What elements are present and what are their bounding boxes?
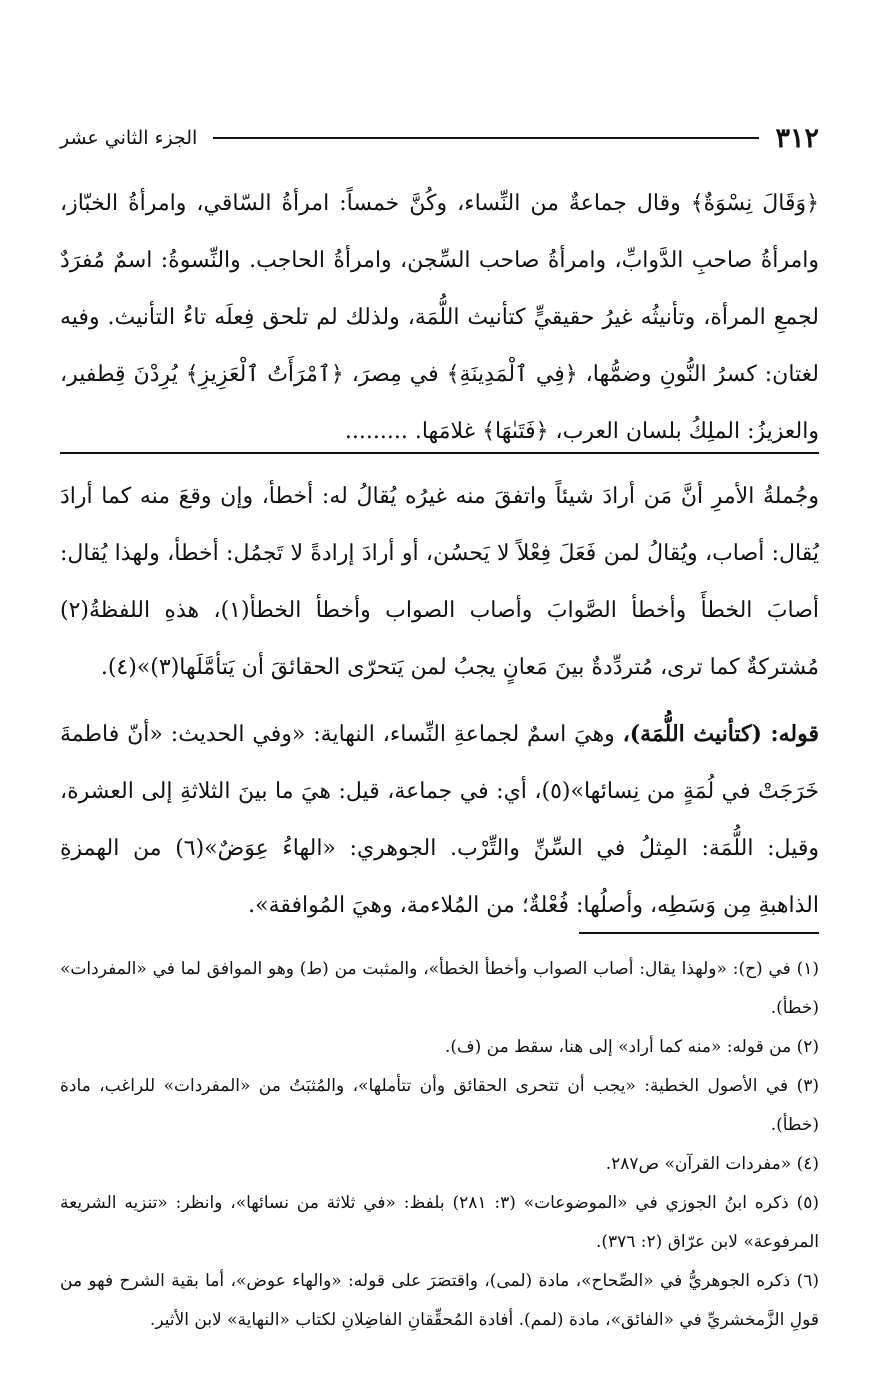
footnote-2: (٢) من قوله: «منه كما أراد» إلى هنا، سقط من (ف). [444,1037,819,1057]
footnote-6: (٦) ذكره الجوهريُّ في «الصِّحاح»، مادة (لمى)، واقتصَرَ على قوله: «والهاء عوض»، أما بقية الشرح فهو من قولِ الزَّمخشريِّ في «الفائق»، مادة (لمم). أفادة المُحقِّقانِ الفاضِلانِ لكتاب «النهاية» لابن الأثير. [60,1271,819,1330]
page-number: ٣١٢ [775,122,819,154]
page-header [60,118,819,158]
footnotes [60,950,819,1340]
commentary-paragraph-2 [60,706,819,934]
commentary-quote-label: قوله: (كتأنيث اللُّمَة)، [622,721,819,747]
main-paragraph: ﴿وَقَالَ نِسْوَةٌ﴾ وقال جماعةٌ من النِّساء، وكُنَّ خمساً: امرأةُ السّاقي، وامرأةُ الخبّاز، وامرأةُ صاحبِ الدَّوابِّ، وامرأةُ صاحب السِّجن، وامرأةُ الحاجب. والنِّسوةُ: اسمٌ مُفرَدٌ لجمعِ المرأة، وتأنيثُه غيرُ حقيقيٍّ كتأنيث اللُّمَة، ولذلك لم تلحق فِعلَه تاءُ التأنيث. وفيه لغتان: كسرُ النُّونِ وضمُّها، ﴿فِي ٱلْمَدِينَةِ﴾ في مِصرَ، ﴿ٱمْرَأَتُ ٱلْعَزِيزِ﴾ يُرِدْنَ قِطفير، والعزيزُ: الملِكُ بلسان العرب، ﴿فَتَىٰهَا﴾ غلامَها. ......... [60,191,819,444]
part-title: الجزء الثاني عشر [60,127,198,149]
commentary-paragraph-1: وجُملةُ الأمرِ أنَّ مَن أرادَ شيئاً واتفقَ منه غيرُه يُقالُ له: أخطأ، وإن وقعَ منه كما أرادَ يُقال: أصاب، ويُقالُ لمن فَعَلَ فِعْلاً لا يَحسُن، أو أرادَ إرادةً لا تَجمُل: أخطأ، ولهذا يُقال: أصابَ الخطأَ وأخطأ الصَّوابَ وأصاب الصواب وأخطأ الخطأ(١)، هذهِ اللفظةُ(٢) مُشتركةٌ كما ترى، مُتردِّدةٌ بينَ مَعانٍ يجبُ لمن يَتحرّى الحقائقَ أن يَتأمَّلَها(٣)»(٤). [60,484,819,680]
footnote-5: (٥) ذكره ابنُ الجوزي في «الموضوعات» (٣: ٢٨١) بلفظ: «في ثلاثة من نسائها»، وانظر: «تنزيه الشريعة المرفوعة» لابن عرّاق (٢: ٣٧٦). [60,1193,820,1252]
section-divider [60,452,819,454]
footnote-1: (١) في (ح): «ولهذا يقال: أصاب الصواب وأخطأ الخطأ»، والمثبت من (ط) وهو الموافق لما في «المفردات» (خطأ). [60,959,819,1018]
main-text [60,175,819,460]
commentary [60,468,819,944]
footnote-rule [579,932,819,934]
header-rule [213,137,759,139]
commentary-paragraph-2-text: وهيَ اسمٌ لجماعةِ النِّساء، النهاية: «وفي الحديث: «أنّ فاطمةَ خَرَجَتْ في لُمَةٍ من نِسائها»(٥)، أي: في جماعة، قيل: هيَ ما بينَ الثلاثةِ إلى العشرة، وقيل: اللُّمَة: المِثلُ في السِّنِّ والتِّرْب. الجوهري: «الهاءُ عِوَضٌ»(٦) من الهمزةِ الذاهبةِ مِن وَسَطِه، وأصلُها: فُعْلةٌ؛ من المُلاءمة، وهيَ المُوافقة». [60,722,819,918]
footnote-3: (٣) في الأصول الخطية: «يجب أن تتحرى الحقائق وأن تتأملها»، والمُثبَتُ من «المفردات» للراغب، مادة (خطأ). [60,1076,819,1135]
footnote-4: (٤) «مفردات القرآن» ص٢٨٧. [605,1154,819,1174]
